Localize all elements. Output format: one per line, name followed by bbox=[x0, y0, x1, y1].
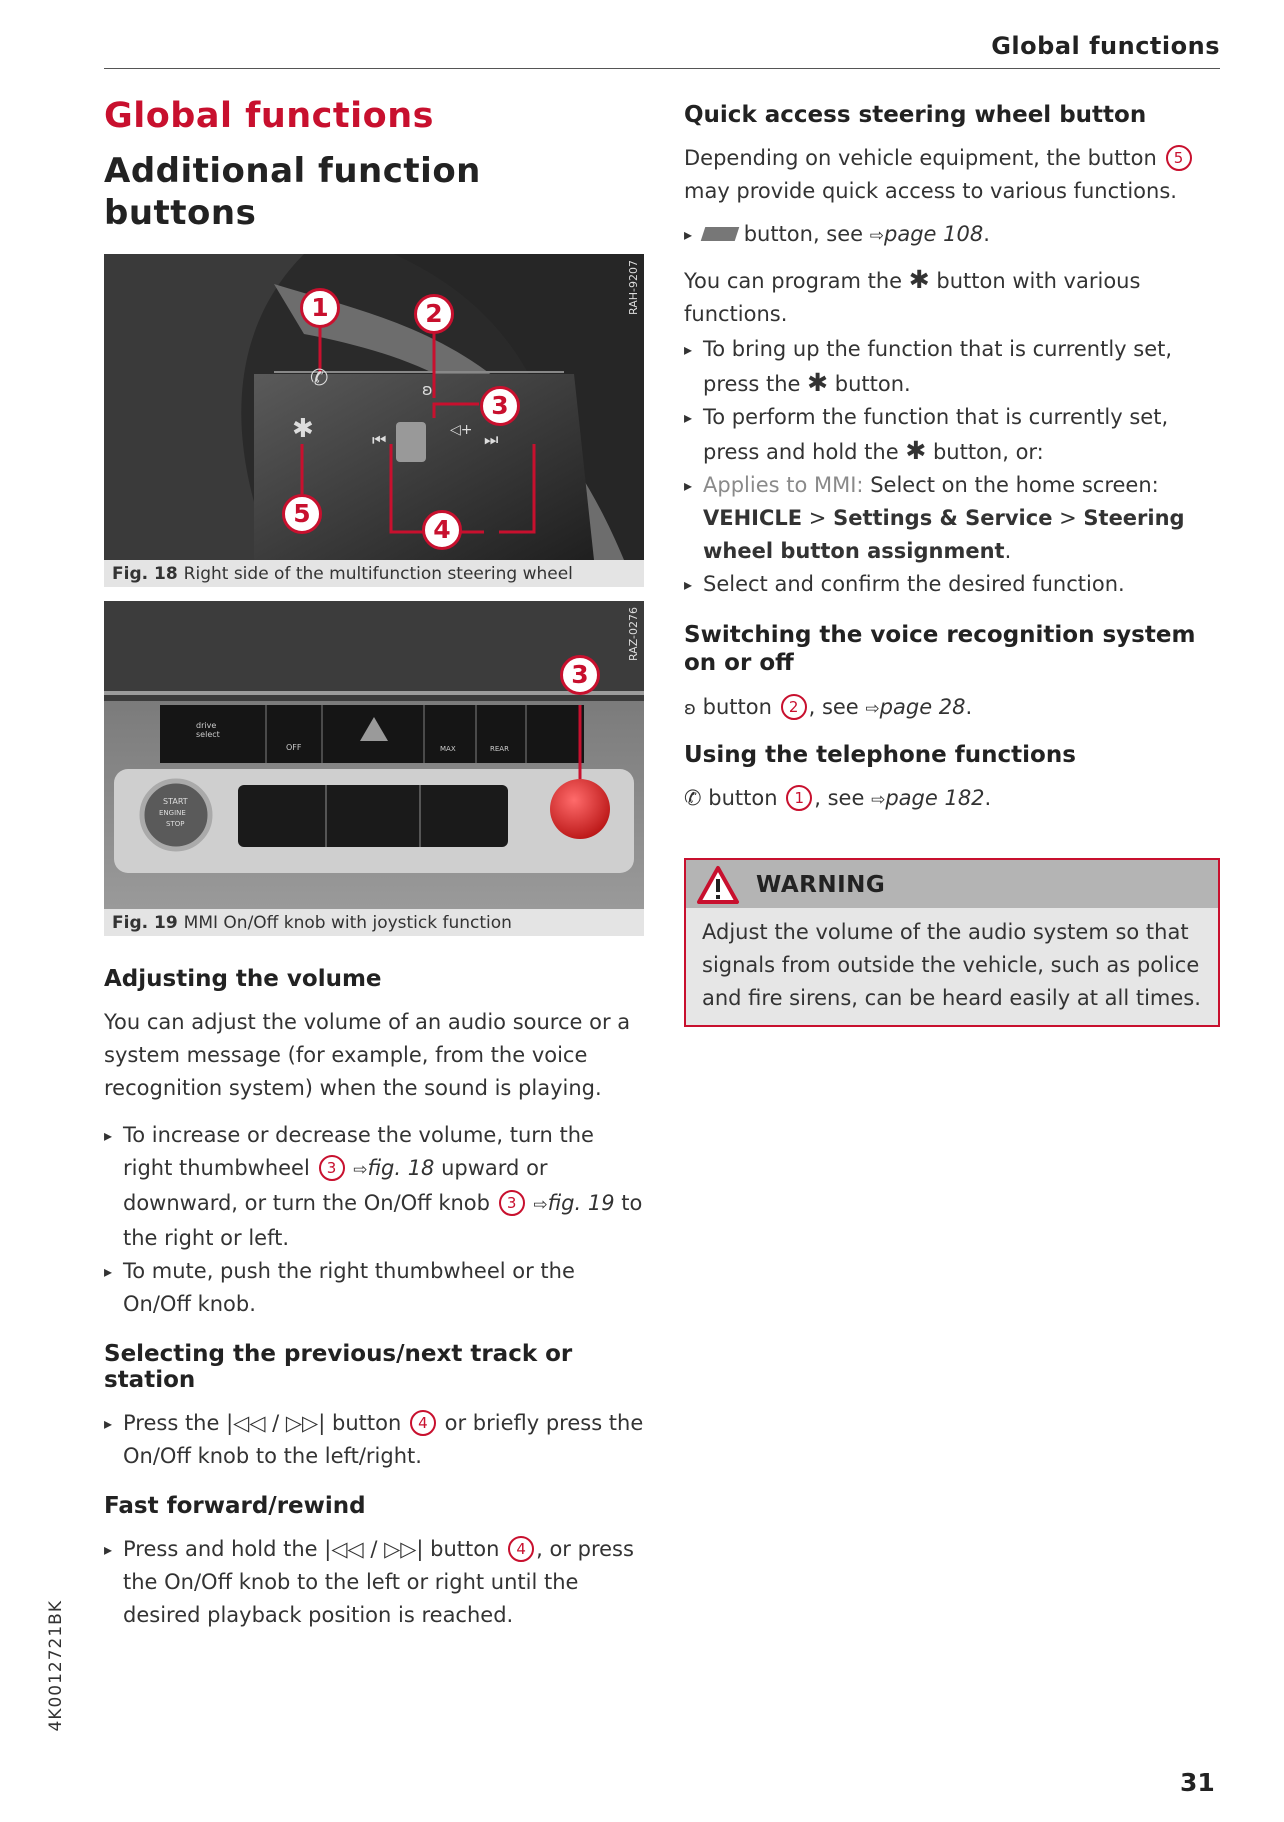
voice-icon: ʚ bbox=[422, 380, 433, 399]
text-span: upward or downward, or turn the On/Off knob bbox=[123, 1156, 548, 1215]
list-item: ▸ To mute, push the right thumbwheel or the On/Off knob. bbox=[104, 1255, 644, 1321]
list-item: ▸ button, see ⇨page 108. bbox=[684, 218, 1220, 253]
warning-text: Adjust the volume of the audio system so that signals from outside the vehicle, such as police and fire sirens, can be heard easily at all times. bbox=[702, 920, 1201, 1010]
fast-forward-list bbox=[104, 1533, 644, 1632]
menu-path-steering: Steering wheel button assignment bbox=[703, 506, 1185, 563]
callout-marker-2: 2 bbox=[414, 294, 454, 334]
page-number: 31 bbox=[1180, 1768, 1215, 1797]
telephone-heading: Using the telephone functions bbox=[684, 742, 1076, 768]
warning-label: WARNING bbox=[756, 872, 886, 898]
voice-recognition-text: ʚ button 2 , see ⇨page 28. bbox=[684, 695, 973, 719]
figure-18-ref[interactable]: fig. 18 bbox=[367, 1156, 435, 1180]
stop-label: STOP bbox=[166, 820, 185, 828]
right-column bbox=[684, 96, 1220, 817]
page-ref-arrow-icon: ⇨ bbox=[865, 699, 880, 719]
text-span: You can program the bbox=[684, 269, 903, 293]
quick-access-heading: Quick access steering wheel button bbox=[684, 102, 1147, 128]
steering-wheel-illustration bbox=[104, 254, 644, 560]
text-span: button bbox=[430, 1537, 500, 1561]
text-span: To perform the function that is currently set, press and hold the bbox=[703, 405, 1169, 464]
figure-19-ref[interactable]: fig. 19 bbox=[547, 1191, 615, 1215]
menu-path-settings: Settings & Service bbox=[833, 506, 1053, 530]
program-text bbox=[684, 263, 1220, 331]
text-span: button, see bbox=[743, 222, 864, 246]
callout-ref-5: 5 bbox=[1166, 145, 1192, 171]
text-span: or briefly press the On/Off knob to the left/right. bbox=[123, 1411, 644, 1468]
subsection-title: Additional function buttons bbox=[104, 151, 481, 233]
text-span: button, or: bbox=[932, 440, 1044, 464]
phone-icon: ✆ bbox=[310, 366, 329, 391]
asterisk-icon: ✱ bbox=[292, 414, 314, 444]
telephone-text: ✆ button 1 , see ⇨page 182. bbox=[684, 786, 992, 810]
page-ref-arrow-icon: ⇨ bbox=[353, 1160, 368, 1180]
figure-19-label: Fig. 19 bbox=[112, 913, 178, 933]
callout-marker-3: 3 bbox=[480, 386, 520, 426]
volume-icon: ◁+ bbox=[450, 422, 473, 438]
voice-icon: ʚ bbox=[684, 698, 696, 719]
text-span: button bbox=[708, 786, 778, 810]
asterisk-icon: ✱ bbox=[807, 368, 829, 397]
section-title: Global functions bbox=[104, 96, 434, 136]
callout-ref-1: 1 bbox=[786, 785, 812, 811]
warning-triangle-icon bbox=[696, 865, 740, 905]
adjusting-volume-heading: Adjusting the volume bbox=[104, 966, 382, 992]
engine-label: ENGINE bbox=[159, 809, 186, 817]
text-span: Press the bbox=[123, 1411, 220, 1435]
start-label: START bbox=[163, 797, 188, 806]
figure-19 bbox=[104, 601, 644, 936]
warning-body bbox=[686, 908, 1218, 1025]
off-label: OFF bbox=[286, 743, 302, 752]
console-illustration bbox=[104, 601, 644, 909]
quick-access-intro bbox=[684, 142, 1220, 208]
callout-ref-4: 4 bbox=[508, 1536, 534, 1562]
menu-path-vehicle: VEHICLE bbox=[703, 506, 803, 530]
list-item bbox=[684, 333, 1220, 401]
voice-recognition-heading: Switching the voice recognition system on or off bbox=[684, 622, 1196, 676]
text-span: Press and hold the bbox=[123, 1537, 318, 1561]
text-span: Select on the home screen: bbox=[870, 473, 1159, 497]
previous-next-track-icon: |◁◁ / ▷▷| bbox=[324, 1537, 424, 1561]
rear-label: REAR bbox=[490, 745, 509, 753]
selecting-track-heading: Selecting the previous/next track or station bbox=[104, 1341, 573, 1393]
figure-18-image bbox=[104, 254, 644, 560]
running-head-title: Global functions bbox=[991, 32, 1220, 60]
warning-header bbox=[686, 860, 1218, 908]
text-span: To increase or decrease the volume, turn the right thumbwheel bbox=[123, 1123, 594, 1180]
callout-marker-1: 1 bbox=[300, 288, 340, 328]
page-108-ref[interactable]: page 108 bbox=[884, 222, 984, 246]
previous-next-track-icon: |◁◁ / ▷▷| bbox=[226, 1411, 326, 1435]
callout-ref-4: 4 bbox=[410, 1410, 436, 1436]
text-span: button with various functions. bbox=[684, 269, 1141, 326]
text-span: , or press the On/Off knob to the left or right until the desired playback position is reached. bbox=[123, 1537, 634, 1627]
callout-marker-5: 5 bbox=[282, 494, 322, 534]
text-span: , see bbox=[808, 695, 859, 719]
next-track-icon: ⏭ bbox=[484, 430, 499, 449]
list-item bbox=[104, 1119, 644, 1255]
text-span: button bbox=[702, 695, 772, 719]
fast-forward-heading: Fast forward/rewind bbox=[104, 1493, 366, 1519]
text-span: Depending on vehicle equipment, the button bbox=[684, 146, 1157, 170]
selecting-track-list bbox=[104, 1407, 644, 1473]
figure-18 bbox=[104, 254, 644, 587]
figure-18-caption-text: Right side of the multifunction steering wheel bbox=[183, 564, 573, 584]
figure-18-caption bbox=[104, 560, 644, 587]
figure-18-code: RAH-9207 bbox=[627, 260, 640, 315]
callout-marker-4: 4 bbox=[422, 510, 462, 550]
figure-19-caption-text: MMI On/Off knob with joystick function bbox=[183, 913, 512, 933]
callout-ref-3: 3 bbox=[499, 1190, 525, 1216]
drive-select-label: drive select bbox=[196, 721, 220, 739]
figure-19-caption bbox=[104, 909, 644, 936]
max-label: MAX bbox=[440, 745, 456, 753]
program-list bbox=[684, 333, 1220, 601]
text-span: , see bbox=[814, 786, 865, 810]
callout-marker-3: 3 bbox=[560, 655, 600, 695]
document-code: 4K0012721BK bbox=[46, 1600, 66, 1732]
figure-19-image bbox=[104, 601, 644, 909]
callout-ref-3: 3 bbox=[319, 1155, 345, 1181]
figure-18-label: Fig. 18 bbox=[112, 564, 178, 584]
left-column bbox=[104, 96, 644, 1632]
rs-button-list bbox=[684, 218, 1220, 253]
text-span: button. bbox=[834, 372, 911, 396]
previous-track-icon: ⏮ bbox=[372, 430, 387, 449]
phone-icon: ✆ bbox=[684, 786, 702, 810]
text-span: may provide quick access to various functions. bbox=[684, 179, 1177, 203]
text-span: button bbox=[331, 1411, 402, 1435]
callout-ref-2: 2 bbox=[781, 694, 807, 720]
running-head bbox=[104, 24, 1220, 69]
page-28-ref[interactable]: page 28 bbox=[879, 695, 966, 719]
asterisk-icon: ✱ bbox=[905, 436, 927, 465]
list-item: ▸ Select and confirm the desired function. bbox=[684, 568, 1220, 601]
page-182-ref[interactable]: page 182 bbox=[885, 786, 985, 810]
adjusting-volume-intro: You can adjust the volume of an audio source or a system message (for example, from the voice recognition system) when the sound is playing. bbox=[104, 1010, 631, 1100]
asterisk-icon: ✱ bbox=[908, 265, 930, 294]
adjusting-volume-list bbox=[104, 1119, 644, 1321]
applies-to-label: Applies to MMI: bbox=[703, 473, 864, 497]
list-item bbox=[104, 1533, 644, 1632]
list-item: ▸ Applies to MMI: Select on the home screen: VEHICLE > Settings & Service > Steering wheel button assignment. bbox=[684, 469, 1220, 568]
figure-19-code: RAZ-0276 bbox=[627, 607, 640, 662]
page-ref-arrow-icon: ⇨ bbox=[869, 226, 885, 246]
text-span: To bring up the function that is currently set, press the bbox=[703, 337, 1173, 396]
page-ref-arrow-icon: ⇨ bbox=[871, 790, 886, 810]
rs-icon bbox=[701, 227, 740, 241]
warning-box bbox=[684, 858, 1220, 1027]
list-item bbox=[104, 1407, 644, 1473]
page-ref-arrow-icon: ⇨ bbox=[533, 1195, 548, 1215]
text-span: to the right or left. bbox=[123, 1191, 643, 1250]
list-item bbox=[684, 401, 1220, 469]
